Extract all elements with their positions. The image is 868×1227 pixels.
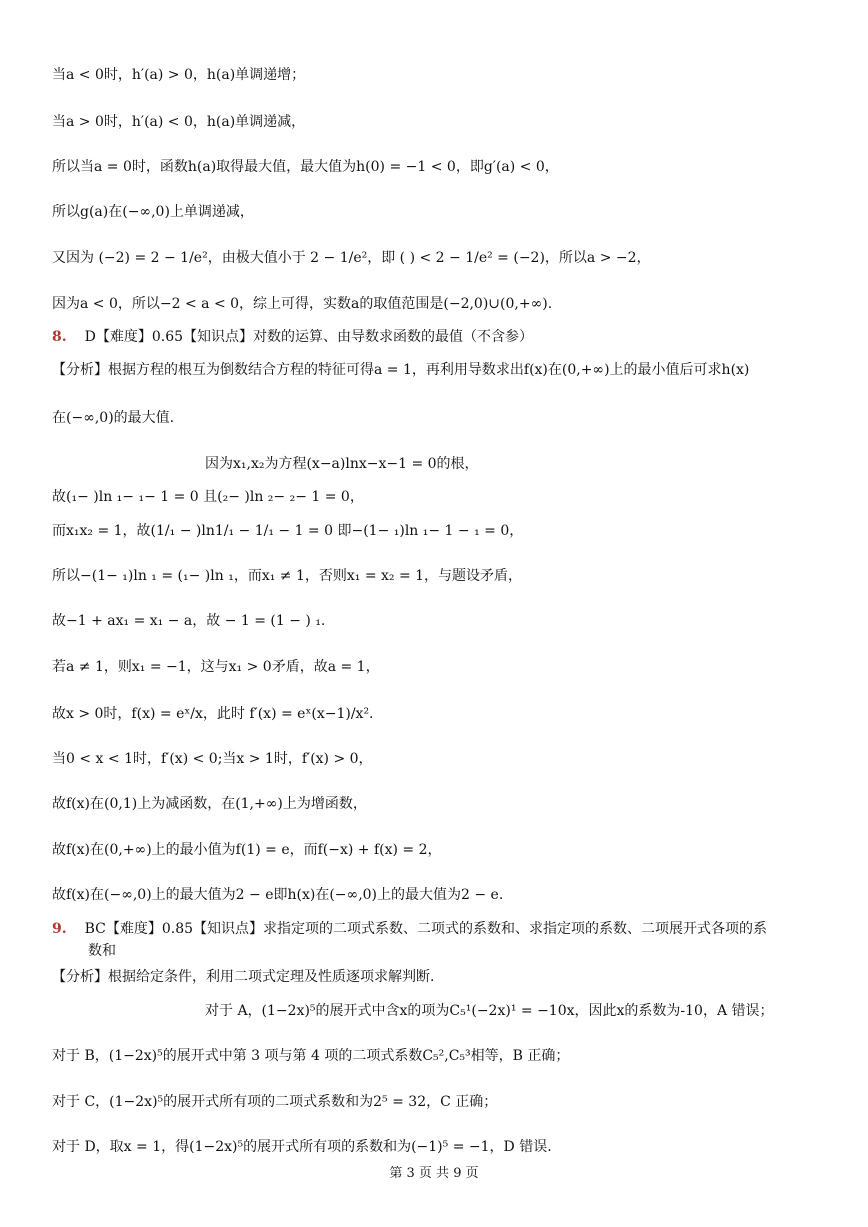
text-line-18: 故f(x)在(0,+∞)上的最小值为f(1) = e，而f(−x) + f(x) = 2， — [52, 842, 442, 858]
text-line-2: 当a > 0时，h′(a) < 0，h(a)单调递减， — [52, 114, 306, 130]
text-line-14: 若a ≠ 1，则x₁ = −1，这与x₁ > 0矛盾，故a = 1， — [52, 659, 380, 675]
text-line-4: 所以g(a)在(−∞,0)上单调递减， — [52, 204, 254, 220]
text-line-11: 而x₁x₂ = 1，故(1/₁ − )ln1/₁ − 1/₁ − 1 = 0 即−(1− ₁)ln ₁− 1 − ₁ = 0， — [52, 523, 524, 539]
question-9-number: 9. — [52, 921, 67, 937]
text-line-9: 因为x₁,x₂为方程(x−a)lnx−x−1 = 0的根， — [205, 456, 479, 472]
text-line-20: 数和 — [88, 943, 116, 959]
text-line-13: 故−1 + ax₁ = x₁ − a，故 − 1 = (1 − ) ₁. — [52, 613, 326, 629]
question-8-number: 8. — [52, 329, 67, 345]
text-line-24: 对于 C，(1−2x)⁵的展开式所有项的二项式系数和为2⁵ = 32，C 正确； — [52, 1094, 498, 1110]
text-line-12: 所以−(1− ₁)ln ₁ = (₁− )ln ₁，而x₁ ≠ 1，否则x₁ = x₂ = 1，与题设矛盾， — [52, 568, 523, 584]
text-line-16: 当0 < x < 1时，f′(x) < 0;当x > 1时，f′(x) > 0， — [52, 751, 373, 767]
page-footer: 第 3 页 共 9 页 — [389, 1166, 479, 1181]
text-line-19: 故f(x)在(−∞,0)上的最大值为2 − e即h(x)在(−∞,0)上的最大值为2 − e. — [52, 887, 504, 903]
text-line-15: 故x > 0时，f(x) = eˣ/x，此时 f′(x) = eˣ(x−1)/x². — [52, 706, 374, 722]
text-line-6: 因为a < 0，所以−2 < a < 0，综上可得，实数a的取值范围是(−2,0)∪(0,+∞). — [52, 296, 553, 312]
text-line-25: 对于 D，取x = 1，得(1−2x)⁵的展开式所有项的系数和为(−1)⁵ = −1，D 错误. — [52, 1139, 552, 1155]
text-line-21: 【分析】根据给定条件，利用二项式定理及性质逐项求解判断. — [52, 969, 435, 985]
question-8-meta: D【难度】0.65【知识点】对数的运算、由导数求函数的最值（不含参） — [84, 329, 534, 345]
text-line-8: 在(−∞,0)的最大值. — [52, 410, 175, 426]
question-9-heading — [52, 918, 767, 940]
text-line-10: 故(₁− )ln ₁− ₁− 1 = 0 且(₂− )ln ₂− ₂− 1 = 0， — [52, 489, 364, 505]
text-line-5: 又因为 (−2) = 2 − 1/e²，由极大值小于 2 − 1/e²，即 ( ) < 2 − 1/e² = (−2)，所以a > −2， — [52, 250, 651, 266]
text-line-17: 故f(x)在(0,1)上为减函数，在(1,+∞)上为增函数， — [52, 796, 367, 812]
text-line-23: 对于 B，(1−2x)⁵的展开式中第 3 项与第 4 项的二项式系数C₅²,C₅³相等，B 正确； — [52, 1048, 570, 1064]
question-9-meta: BC【难度】0.85【知识点】求指定项的二项式系数、二项式的系数和、求指定项的系数、二项展开式各项的系 — [84, 921, 768, 937]
text-line-1: 当a < 0时，h′(a) > 0，h(a)单调递增； — [52, 67, 306, 83]
question-8-heading — [52, 326, 533, 348]
text-line-7: 【分析】根据方程的根互为倒数结合方程的特征可得a = 1，再利用导数求出f(x)在(0,+∞)上的最小值后可求h(x) — [52, 362, 750, 378]
text-line-3: 所以当a = 0时，函数h(a)取得最大值，最大值为h(0) = −1 < 0，即g′(a) < 0， — [52, 159, 559, 175]
text-line-22: 对于 A，(1−2x)⁵的展开式中含x的项为C₅¹(−2x)¹ = −10x，因此x的系数为-10，A 错误； — [205, 1003, 774, 1019]
